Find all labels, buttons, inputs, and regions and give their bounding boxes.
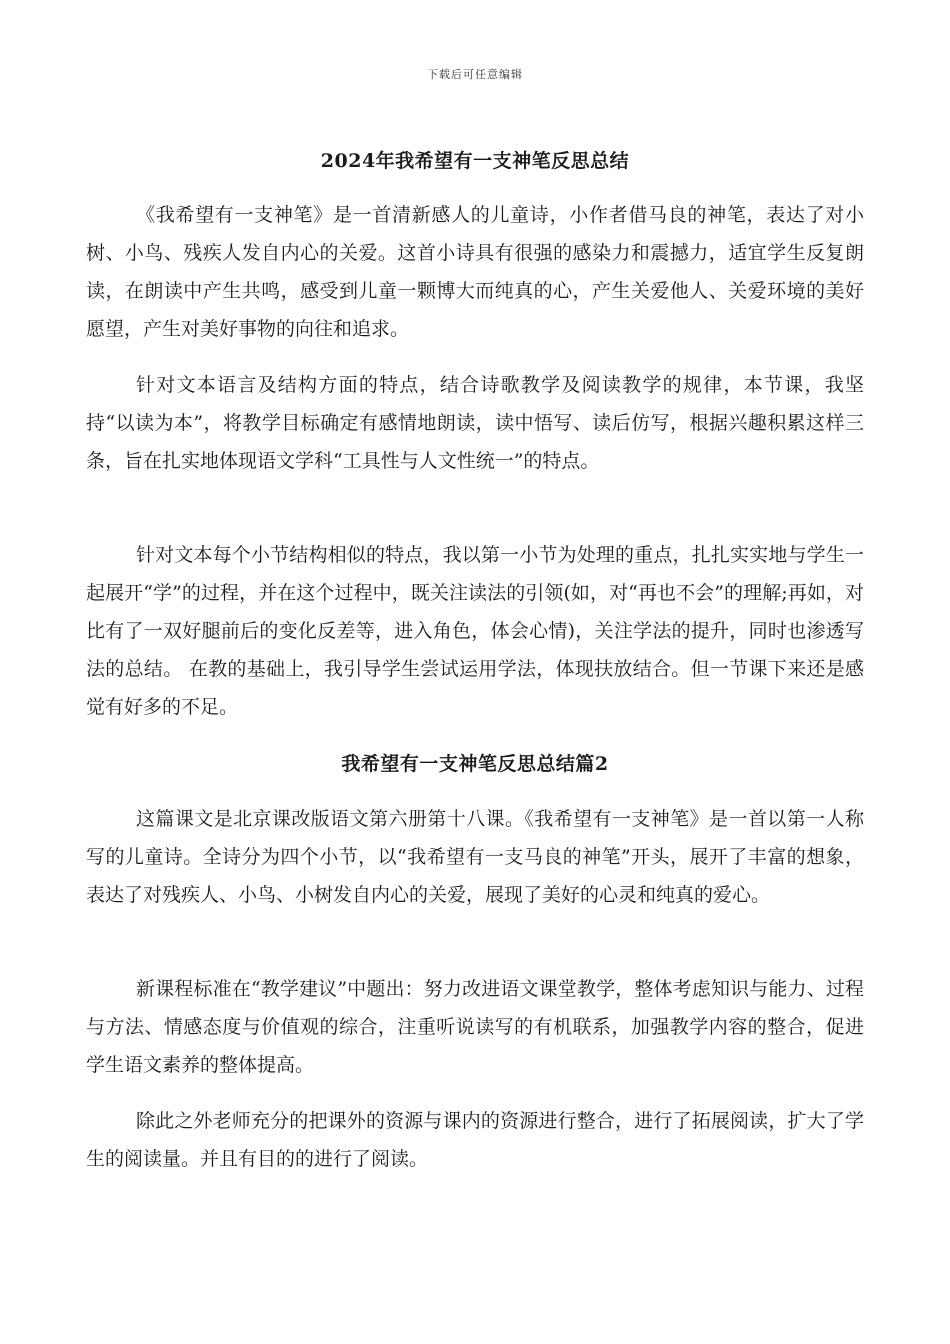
header-note: 下载后可任意编辑 bbox=[427, 68, 523, 81]
paragraph: 《我希望有一支神笔》是一首清新感人的儿童诗，小作者借马良的神笔，表达了对小树、小鸟、残疾人发自内心的关爱。这首小诗具有很强的感染力和震撼力，适宜学生反复朗读，在朗读中产生共鸣，感受到儿童一颗博大而纯真的心，产生关爱他人、关爱环境的美好愿望，产生对美好事物的向往和追求。 bbox=[86, 204, 864, 340]
paragraph: 新课程标准在“教学建议”中题出：努力改进语文课堂教学，整体考虑知识与能力、过程与方法、情感态度与价值观的综合，注重听说读写的有机联系，加强教学内容的整合，促进学生语文素养的整体提高。 bbox=[86, 978, 864, 1076]
paragraph: 这篇课文是北京课改版语文第六册第十八课。《我希望有一支神笔》是一首以第一人称写的儿童诗。全诗分为四个小节，以“我希望有一支马良的神笔”开头，展开了丰富的想象，表达了对残疾人、小鸟、小树发自内心的关爱，展现了美好的心灵和纯真的爱心。 bbox=[86, 808, 864, 906]
section-title: 2024年我希望有一支神笔反思总结 bbox=[320, 150, 630, 172]
paragraph: 针对文本语言及结构方面的特点，结合诗歌教学及阅读教学的规律，本节课，我坚持“以读为本”，将教学目标确定有感情地朗读，读中悟写、读后仿写，根据兴趣积累这样三条，旨在扎实地体现语文学科“工具性与人文性统一”的特点。 bbox=[86, 374, 864, 472]
paragraph: 除此之外老师充分的把课外的资源与课内的资源进行整合，进行了拓展阅读，扩大了学生的阅读量。并且有目的的进行了阅读。 bbox=[86, 1110, 864, 1170]
section-title: 我希望有一支神笔反思总结篇2 bbox=[341, 753, 609, 775]
paragraph: 针对文本每个小节结构相似的特点，我以第一小节为处理的重点，扎扎实实地与学生一起展开“学”的过程，并在这个过程中，既关注读法的引领(如，对“再也不会”的理解;再如，对比有了一双好腿前后的变化反差等，进入角色，体会心情)，关注学法的提升，同时也渗透写法的总结。 在教的基础上，我引导学生尝试运用学法，体现扶放结合。但一节课下来还是感觉有好多的不足。 bbox=[86, 544, 864, 718]
